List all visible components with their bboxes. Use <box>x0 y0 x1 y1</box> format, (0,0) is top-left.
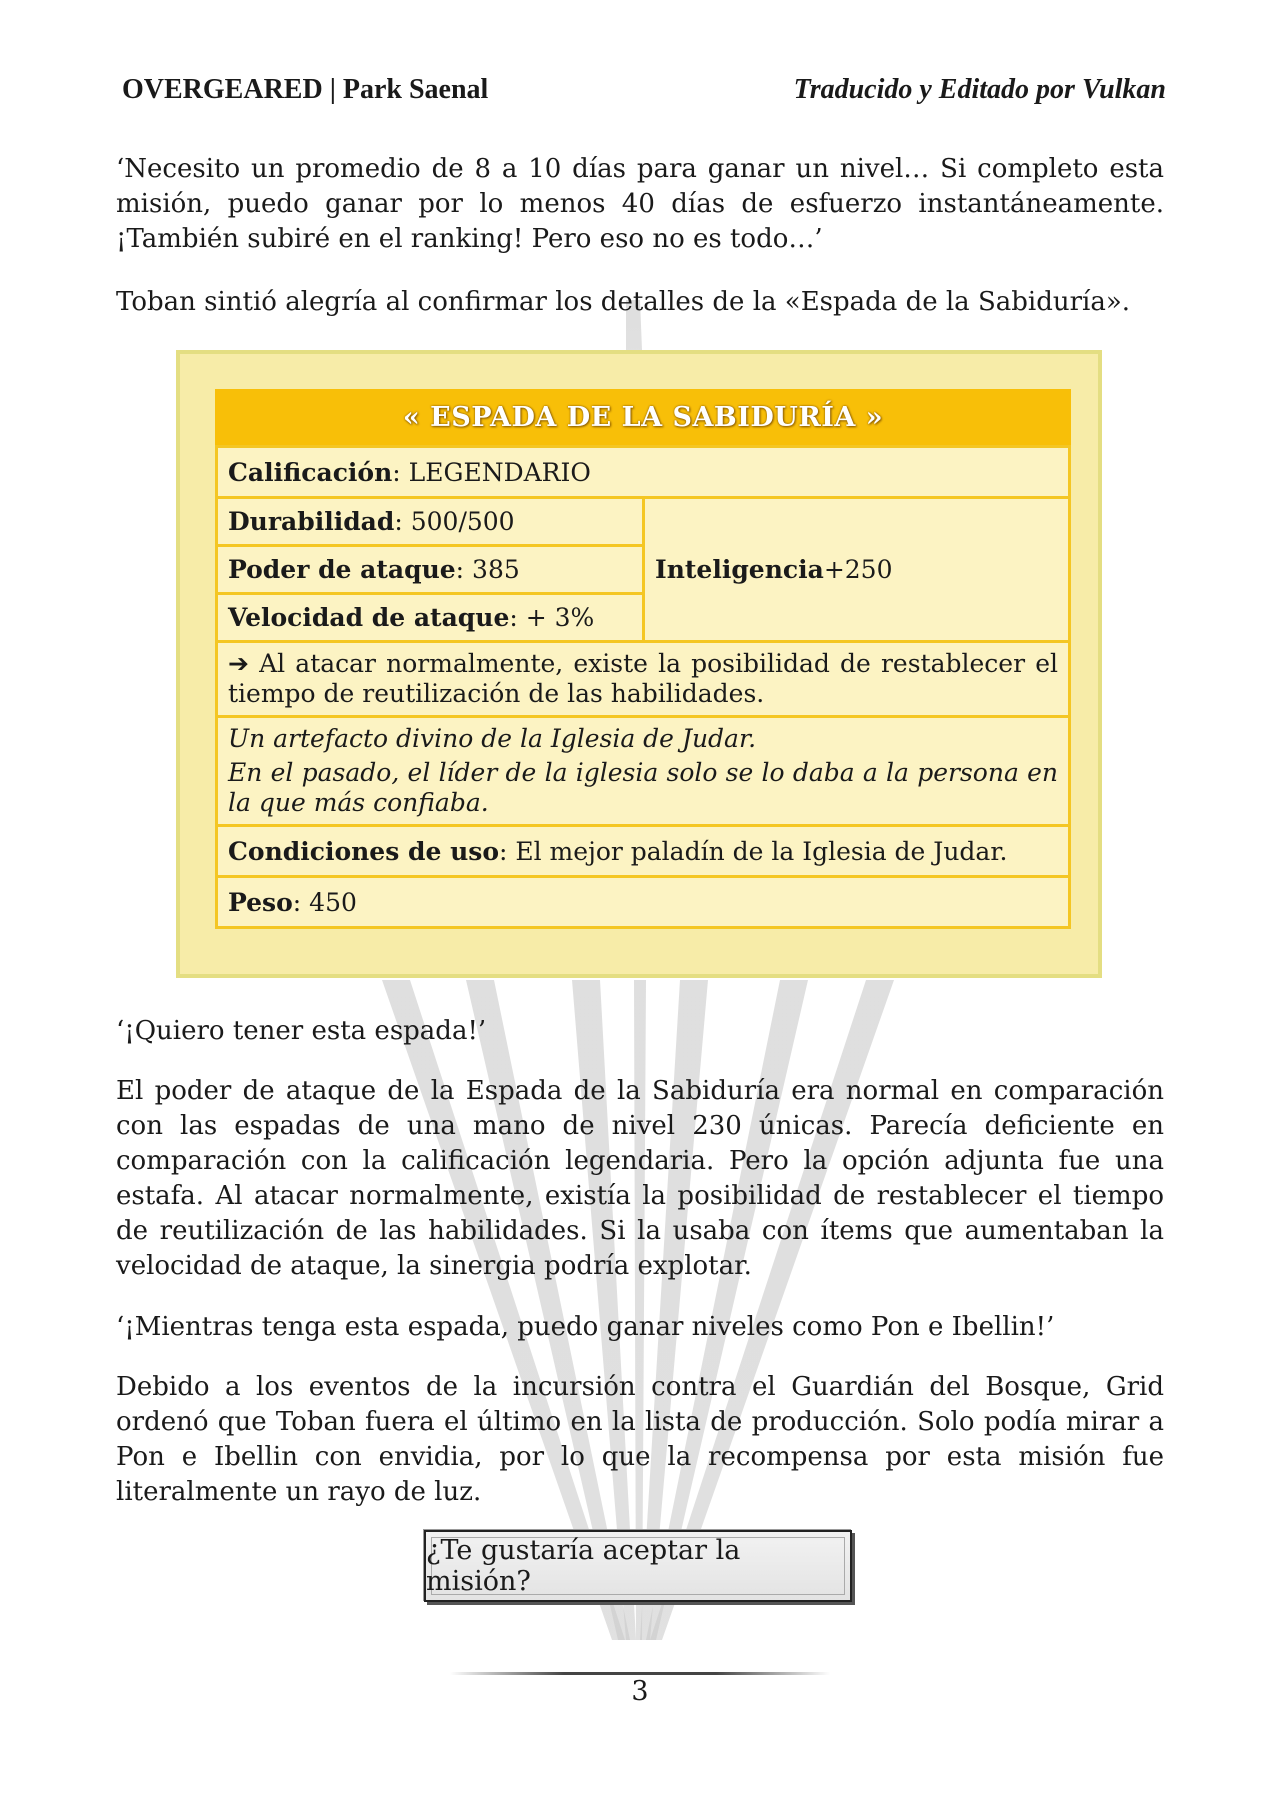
durability-row <box>218 499 642 547</box>
item-effect-row <box>215 643 1071 718</box>
intelligence-label: Inteligencia <box>655 555 824 584</box>
header-title: OVERGEARED | Park Saenal <box>122 74 489 105</box>
intelligence-cell <box>645 499 1068 640</box>
attack-row <box>218 547 642 595</box>
accept-mission-button[interactable] <box>424 1530 852 1602</box>
mission-prompt: ¿Te gustaría aceptar la misión? <box>426 1535 741 1597</box>
paragraph-5: ‘¡Mientras tenga esta espada, puedo ganar niveles como Pon e Ibellin!’ <box>116 1312 1055 1342</box>
effect-text: Al atacar normalmente, existe la posibilidad de restablecer el tiempo de reutilización de las habilidades. <box>228 649 1058 708</box>
rating-value: : LEGENDARIO <box>392 457 591 487</box>
lore-line-1: Un artefacto divino de la Iglesia de Judar. <box>228 724 757 753</box>
rating-label: Calificación <box>228 457 393 487</box>
item-weight-row <box>215 878 1071 929</box>
item-card <box>176 350 1102 978</box>
page-number: 3 <box>631 1676 649 1707</box>
paragraph-6: Debido a los eventos de la incursión contra el Guardián del Bosque, Grid ordenó que Toban fuera el último en la lista de producción. Solo podía mirar a Pon e Ibellin con envidia, por lo que la recompensa por esta misión fue literalmente un rayo de luz. <box>116 1372 1164 1507</box>
conditions-value: : El mejor paladín de la Iglesia de Judar. <box>499 836 1008 866</box>
lore-line-2: En el pasado, el líder de la iglesia solo se lo daba a la persona en la que más confiaba. <box>228 758 1058 817</box>
footer-divider <box>450 1672 830 1675</box>
paragraph-3: ‘¡Quiero tener esta espada!’ <box>116 1016 487 1046</box>
item-stats <box>215 499 1071 643</box>
paragraph-4: El poder de ataque de la Espada de la Sabiduría era normal en comparación con las espadas de una mano de nivel 230 únicas. Parecía deficiente en comparación con la calificación legendaria. Pero la opción adjunta fue una estafa. Al atacar normalmente, existía la posibilidad de restablecer el tiempo de reutilización de las habilidades. Si la usaba con ítems que aumentaban la velocidad de ataque, la sinergia podría explotar. <box>116 1076 1164 1281</box>
conditions-label: Condiciones de uso <box>228 836 499 866</box>
speed-value: : + 3% <box>509 603 595 632</box>
item-conditions-row <box>215 827 1071 878</box>
paragraph-2: Toban sintió alegría al confirmar los detalles de la «Espada de la Sabiduría». <box>116 287 1131 317</box>
durability-value: : 500/500 <box>394 507 515 536</box>
item-card-table <box>215 389 1071 929</box>
weight-label: Peso <box>228 887 293 917</box>
paragraph-1: ‘Necesito un promedio de 8 a 10 días para ganar un nivel… Si completo esta misión, puedo ganar por lo menos 40 días de esfuerzo instantáneamente. ¡También subiré en el ranking! Pero eso no es todo…’ <box>116 154 1164 254</box>
item-lore-row <box>215 718 1071 827</box>
speed-row <box>218 595 642 640</box>
weight-value: : 450 <box>292 887 357 917</box>
durability-label: Durabilidad <box>228 507 395 536</box>
item-title: « ESPADA DE LA SABIDURÍA » <box>215 389 1071 448</box>
intelligence-value: +250 <box>823 555 893 584</box>
attack-label: Poder de ataque <box>228 555 456 584</box>
attack-value: : 385 <box>455 555 520 584</box>
speed-label: Velocidad de ataque <box>228 603 510 632</box>
arrow-right-icon: ➔ <box>228 649 249 678</box>
item-rating-row <box>215 448 1071 499</box>
header-credit: Traducido y Editado por Vulkan <box>793 74 1166 105</box>
